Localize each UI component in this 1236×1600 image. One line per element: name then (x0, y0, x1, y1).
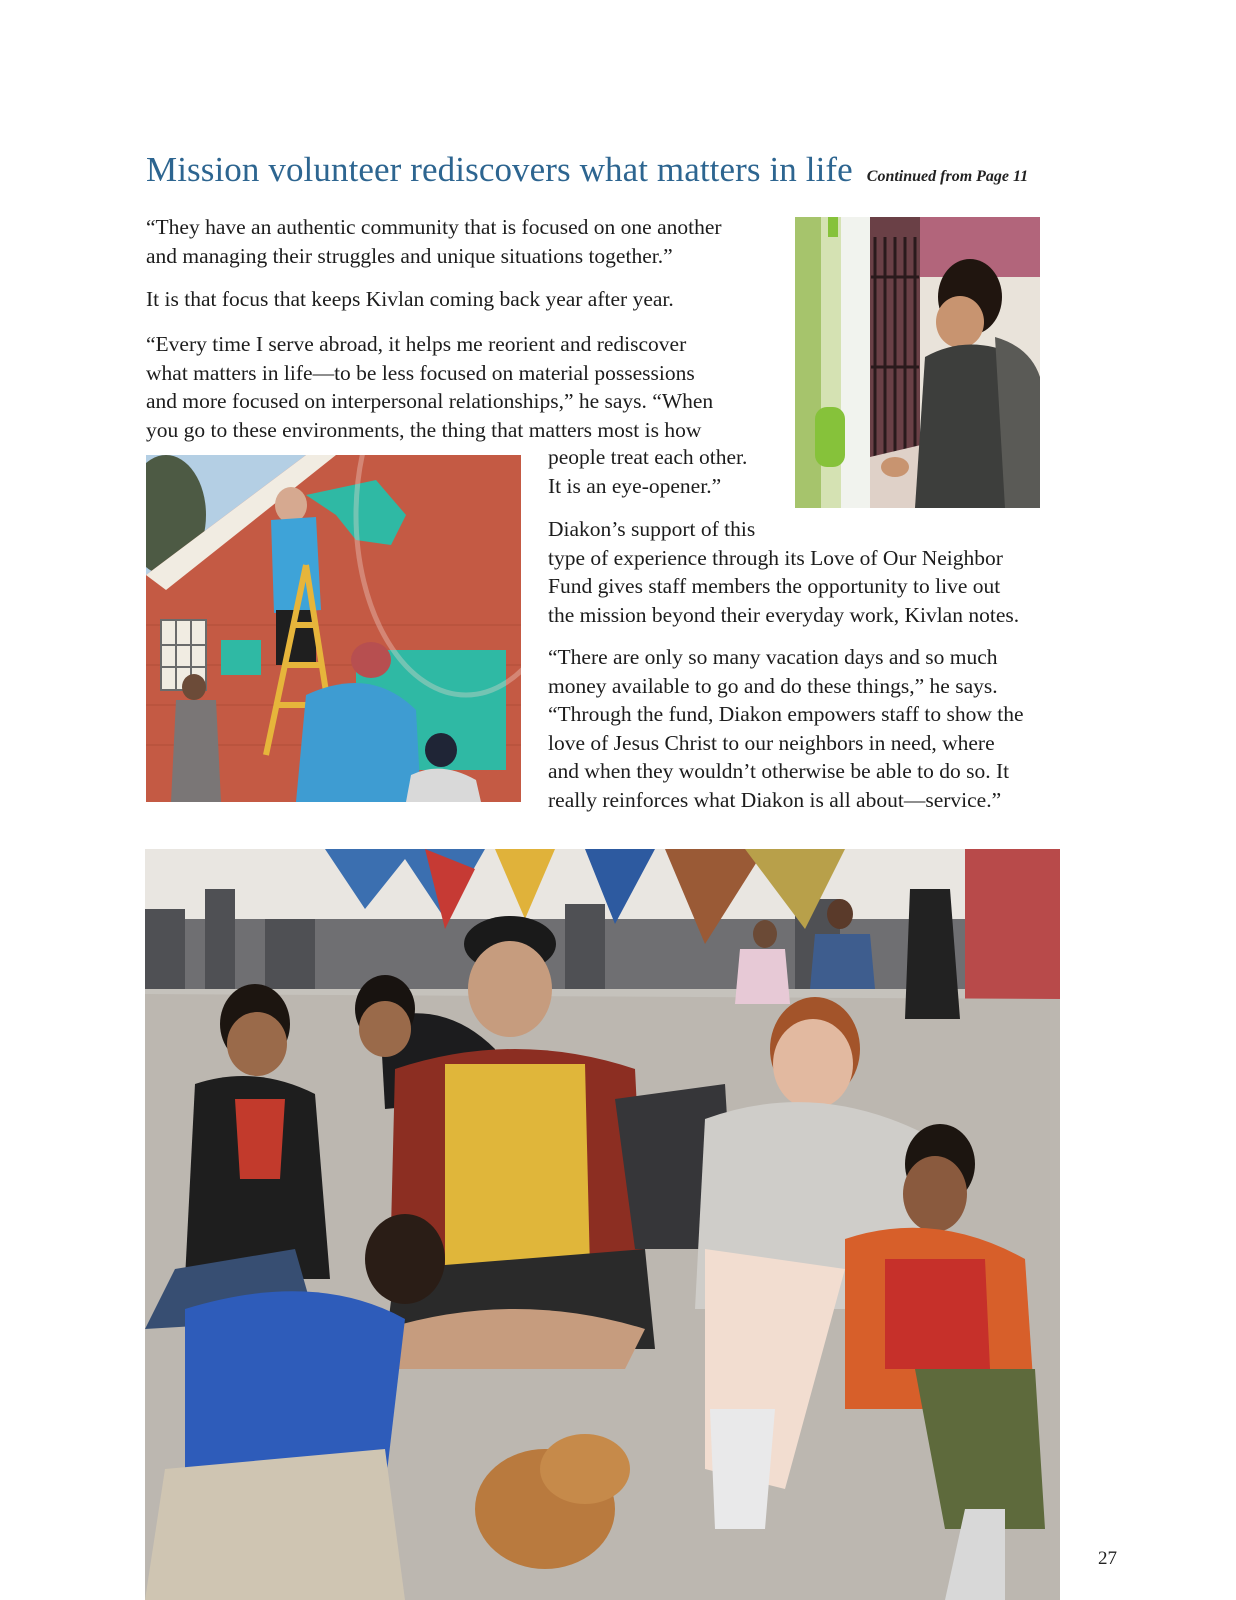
paragraph-3 (146, 330, 713, 444)
photo-volunteers-with-children (145, 849, 1060, 1600)
paragraph-line: people treat each other. (548, 445, 748, 469)
paragraph-line: “Through the fund, Diakon empowers staff to show the (548, 702, 1024, 727)
paragraph-line: Diakon’s support of this (548, 517, 756, 541)
paragraph-line: and when they wouldn’t otherwise be able to do so. It (548, 759, 1010, 784)
paragraph-2 (146, 285, 674, 314)
article-headline (146, 150, 1146, 190)
paragraph-line: really reinforces what Diakon is all about—service.” (548, 787, 1002, 812)
paragraph-5 (548, 643, 1024, 815)
paragraph-line: love of Jesus Christ to our neighbors in need, where (548, 730, 995, 755)
paragraph-line: It is an eye-opener.” (548, 473, 722, 498)
paragraph-line: what matters in life—to be less focused on material possessions (146, 360, 695, 385)
paragraph-line: “They have an authentic community that is focused on one another (146, 215, 722, 239)
photo-volunteers-painting-mural (146, 455, 521, 802)
paragraph-line: type of experience through its Love of Our Neighbor (548, 545, 1003, 570)
paragraph-line: It is that focus that keeps Kivlan coming back year after year. (146, 287, 674, 311)
page-number: 27 (1098, 1548, 1117, 1569)
paragraph-3-continued (548, 443, 747, 500)
paragraph-1 (146, 213, 722, 270)
paragraph-line: the mission beyond their everyday work, Kivlan notes. (548, 602, 1020, 627)
paragraph-line: Fund gives staff members the opportunity to live out (548, 574, 1001, 599)
continued-note: Continued from Page 11 (866, 168, 1029, 185)
paragraph-line: money available to go and do these things,” he says. (548, 673, 998, 698)
photo-boys-painting-wall (795, 217, 1040, 508)
paragraph-line: you go to these environments, the thing that matters most is how (146, 417, 702, 442)
paragraph-4 (548, 515, 1019, 629)
article-title: Mission volunteer rediscovers what matters in life (146, 150, 853, 189)
paragraph-line: and managing their struggles and unique situations together.” (146, 243, 673, 268)
paragraph-line: “Every time I serve abroad, it helps me reorient and rediscover (146, 332, 687, 356)
paragraph-line: “There are only so many vacation days and so much (548, 645, 998, 669)
paragraph-line: and more focused on interpersonal relationships,” he says. “When (146, 389, 714, 414)
